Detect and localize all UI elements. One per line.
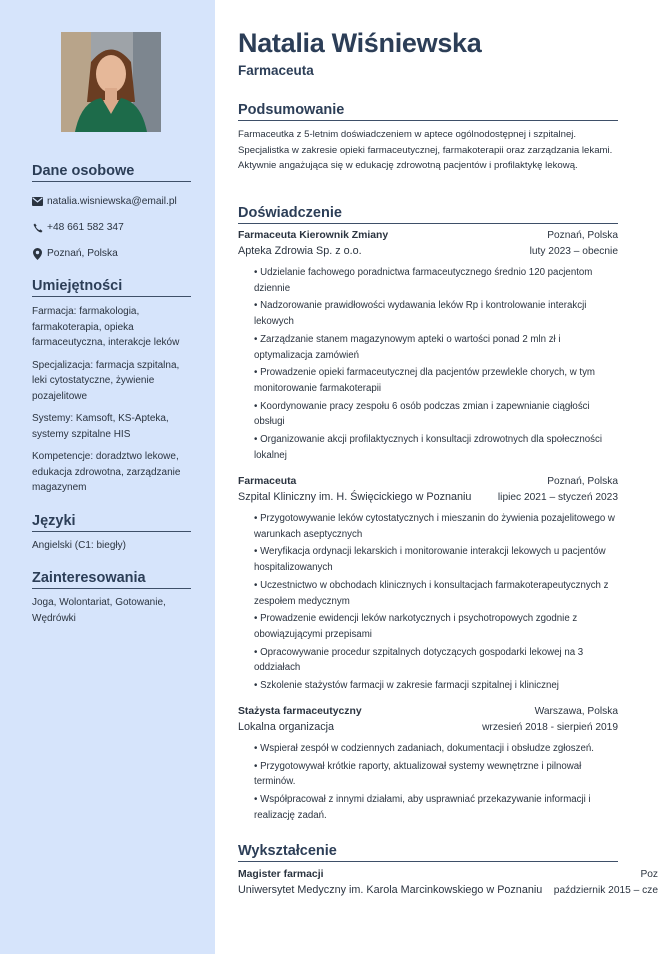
skill-item: Kompetencje: doradztwo lekowe, edukacja zdrowotna, zarządzanie magazynem (32, 451, 181, 493)
bullet-item: • Weryfikacja ordynacji lekarskich i monitorowanie interakcji lekowych u pacjentów hospitalizowanych (254, 544, 618, 575)
bullet-item: • Zarządzanie stanem magazynowym apteki o wartości ponad 2 mln zł i optymalizacja zamówień (254, 332, 618, 363)
bullet-item: • Organizowanie akcji profilaktycznych i konsultacji zdrowotnych dla społeczności lokalnej (254, 432, 618, 463)
phone-row (32, 221, 191, 234)
skill-item: Specjalizacja: farmacja szpitalna, leki cytostatyczne, żywienie pozajelitowe (32, 359, 180, 402)
job-title: Farmaceuta (238, 476, 297, 487)
location-text: Poznań, Polska (47, 248, 118, 259)
interests-section (32, 570, 191, 626)
bullet-item: • Przygotowywał krótkie raporty, aktualizował systemy wewnętrzne i pilnował terminów. (254, 759, 618, 790)
languages-section (32, 513, 191, 554)
education-entry (238, 869, 658, 899)
job-organization: Szpital Kliniczny im. H. Święcickiego w Poznaniu (238, 491, 472, 503)
phone-text: +48 661 582 347 (47, 222, 124, 233)
skill-item: Systemy: Kamsoft, KS-Apteka, systemy szpitalne HIS (32, 413, 169, 440)
sidebar (0, 0, 215, 954)
bullet-item: • Prowadzenie ewidencji leków narkotycznych i psychotropowych zgodnie z obowiązującymi przepisami (254, 611, 618, 642)
job-title: Farmaceuta Kierownik Zmiany (238, 230, 389, 241)
job-location: Poznań, Polska (547, 476, 618, 487)
bullet-item: • Uczestnictwo w obchodach klinicznych i konsultacjach farmakoterapeutycznych z zespołem medycznym (254, 578, 618, 609)
experience-title: Doświadczenie (238, 205, 618, 224)
bullet-item: • Koordynowanie pracy zespołu 6 osób podczas zmian i zapewnianie ciągłości obsługi (254, 399, 618, 430)
bullet-item: • Współpracował z innymi działami, aby usprawniać przekazywanie informacji i realizację zadań. (254, 792, 618, 823)
bullet-item: • Wspierał zespół w codziennych zadaniach, dokumentacji i obsłudze zgłoszeń. (254, 741, 618, 757)
summary-text: Farmaceutka z 5-letnim doświadczeniem w aptece ogólnodostępnej i szpitalnej. Specjalistka w zakresie opieki farmaceutycznej, farmakoterapii oraz zarządzania lekami. Aktywnie angażująca się w edukację zdrowotną pacjentów i profilaktykę lekową. (238, 129, 613, 172)
job-organization: Lokalna organizacja (238, 721, 335, 733)
job-organization: Apteka Zdrowia Sp. z o.o. (238, 245, 362, 257)
profile-photo (61, 32, 161, 132)
skills-section (32, 278, 191, 496)
location-pin-icon (32, 248, 43, 259)
education-title: Wykształcenie (238, 843, 618, 862)
education-location: Poz (640, 869, 658, 880)
interests-text: Joga, Wolontariat, Gotowanie, Wędrówki (32, 597, 166, 624)
location-row (32, 247, 191, 260)
phone-icon (32, 222, 43, 233)
person-name: Natalia Wiśniewska (238, 28, 482, 58)
bullet-item: • Opracowywanie procedur szpitalnych dotyczących gospodarki lekowej na 3 oddziałach (254, 645, 618, 676)
job-location: Warszawa, Polska (534, 706, 618, 717)
education-degree: Magister farmacji (238, 869, 324, 880)
interests-title: Zainteresowania (32, 570, 191, 589)
job-entry (238, 706, 618, 826)
email-text: natalia.wisniewska@email.pl (47, 196, 177, 207)
personal-title: Dane osobowe (32, 163, 191, 182)
bullet-item: • Przygotowywanie leków cytostatycznych i mieszanin do żywienia pozajelitowego w warunkach aseptycznych (254, 511, 618, 542)
job-entry (238, 230, 618, 465)
bullet-item: • Udzielanie fachowego poradnictwa farmaceutycznego średnio 120 pacjentom dziennie (254, 265, 618, 296)
person-role: Farmaceuta (238, 63, 314, 78)
education-dates: październik 2015 – cze (553, 885, 658, 896)
skills-title: Umiejętności (32, 278, 191, 297)
job-bullets (238, 265, 618, 463)
main-content (238, 0, 658, 954)
job-dates: wrzesień 2018 - sierpień 2019 (482, 722, 618, 733)
job-location: Poznań, Polska (547, 230, 618, 241)
job-bullets (238, 511, 618, 694)
job-bullets (238, 741, 618, 824)
languages-title: Języki (32, 513, 191, 532)
bullet-item: • Szkolenie stażystów farmacji w zakresie farmacji szpitalnej i klinicznej (254, 678, 618, 694)
email-row (32, 195, 191, 208)
mail-icon (32, 196, 43, 207)
education-school: Uniwersytet Medyczny im. Karola Marcinkowskiego w Poznaniu (238, 884, 543, 896)
bullet-item: • Nadzorowanie prawidłowości wydawania leków Rp i kontrolowanie interakcji lekowych (254, 298, 618, 329)
job-entry (238, 476, 618, 696)
skill-item: Farmacja: farmakologia, farmakoterapia, opieka farmaceutyczna, interakcje leków (32, 306, 180, 348)
job-dates: luty 2023 – obecnie (529, 246, 618, 257)
job-title: Stażysta farmaceutyczny (238, 706, 362, 717)
personal-section (32, 163, 191, 260)
bullet-item: • Prowadzenie opieki farmaceutycznej dla pacjentów przewlekle chorych, w tym monitorowanie farmakoterapii (254, 365, 618, 396)
summary-title: Podsumowanie (238, 102, 618, 121)
languages-text: Angielski (C1: biegły) (32, 540, 126, 551)
job-dates: lipiec 2021 – styczeń 2023 (497, 492, 618, 503)
